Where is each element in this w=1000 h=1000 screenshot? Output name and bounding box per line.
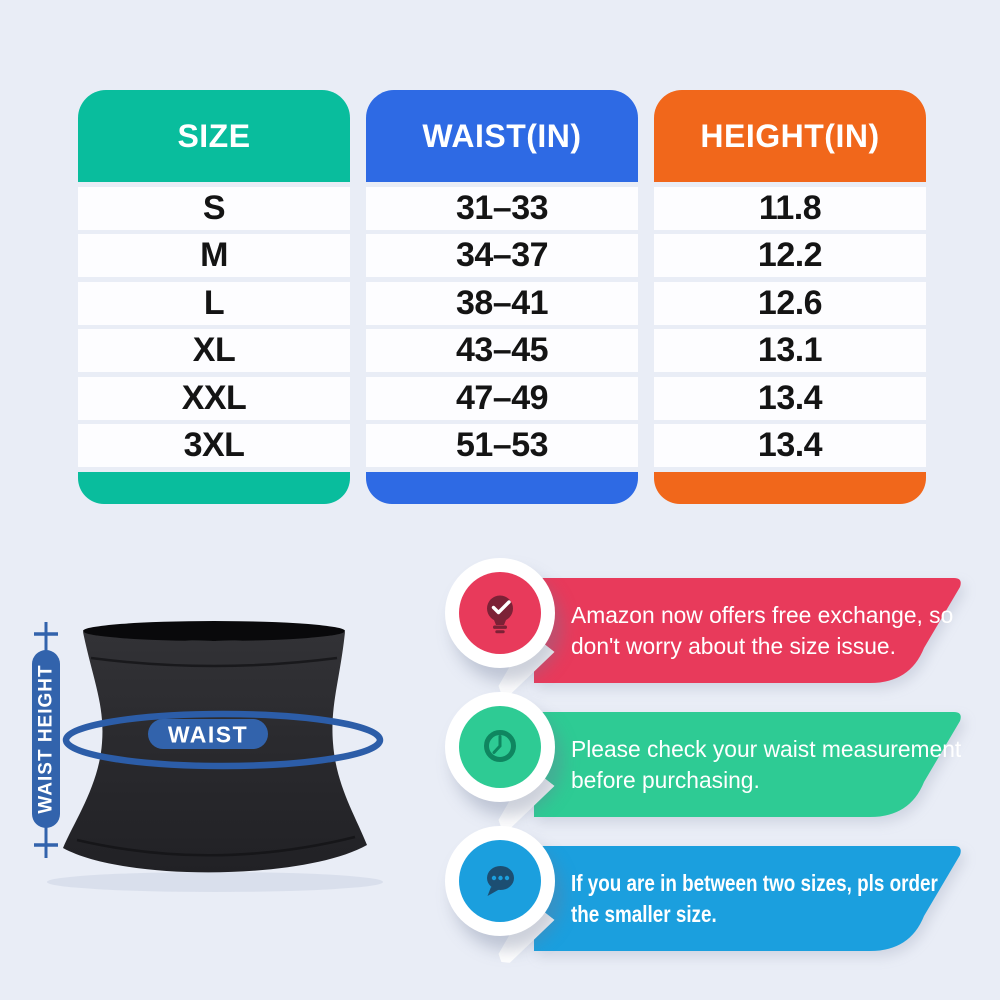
- callout-check-measurement: [441, 692, 986, 824]
- callout-text-line: don't worry about the size issue.: [571, 633, 896, 659]
- waist-column-footer: [366, 472, 638, 504]
- callout-text-line: Amazon now offers free exchange, so: [571, 602, 954, 628]
- height-cell: 13.4: [654, 377, 926, 420]
- ground-shadow: [47, 872, 383, 892]
- waist-cell: 47–49: [366, 377, 638, 420]
- height-cell: 12.6: [654, 282, 926, 325]
- callout-text-line: before purchasing.: [571, 767, 760, 793]
- size-cell: M: [78, 234, 350, 277]
- waist-trainer-body: [63, 632, 367, 872]
- waist-trainer-illustration: [15, 600, 445, 900]
- height-cell: 12.2: [654, 234, 926, 277]
- size-cell: S: [78, 187, 350, 230]
- height-column-header: HEIGHT(IN): [654, 90, 926, 182]
- height-cell: 11.8: [654, 187, 926, 230]
- waist-column-header: WAIST(IN): [366, 90, 638, 182]
- height-cell: 13.4: [654, 424, 926, 467]
- size-table: [78, 90, 926, 504]
- height-column: [654, 90, 926, 504]
- waist-height-label: WAIST HEIGHT: [35, 664, 57, 814]
- waist-label: WAIST: [167, 721, 249, 748]
- waist-cell: 31–33: [366, 187, 638, 230]
- callout-text-line: If you are in between two sizes, pls order: [571, 870, 938, 896]
- waist-cell: 38–41: [366, 282, 638, 325]
- size-column-header: SIZE: [78, 90, 350, 182]
- callout-bubble: [445, 692, 555, 802]
- waist-trainer-opening: [83, 621, 345, 641]
- waist-cell: 51–53: [366, 424, 638, 467]
- callout-bubble: [445, 558, 555, 668]
- waist-cell: 34–37: [366, 234, 638, 277]
- callout-between-sizes: [441, 826, 986, 958]
- lightbulb-check-icon: [459, 572, 541, 654]
- callout-bubble: [445, 826, 555, 936]
- height-column-footer: [654, 472, 926, 504]
- size-cell: 3XL: [78, 424, 350, 467]
- callout-text-line: Please check your waist measurement: [571, 736, 962, 762]
- size-cell: L: [78, 282, 350, 325]
- callout-text: [571, 600, 965, 662]
- callout-text-line: the smaller size.: [571, 901, 717, 927]
- height-cell: 13.1: [654, 329, 926, 372]
- chat-dots-icon: [459, 840, 541, 922]
- clock-icon: [459, 706, 541, 788]
- callout-text: [571, 868, 1000, 930]
- waist-column: [366, 90, 638, 504]
- size-column: [78, 90, 350, 504]
- waist-cell: 43–45: [366, 329, 638, 372]
- callout-text: [571, 734, 973, 796]
- callout-free-exchange: [441, 558, 986, 690]
- size-cell: XXL: [78, 377, 350, 420]
- size-column-footer: [78, 472, 350, 504]
- waist-trainer-diagram: [15, 600, 445, 900]
- size-cell: XL: [78, 329, 350, 372]
